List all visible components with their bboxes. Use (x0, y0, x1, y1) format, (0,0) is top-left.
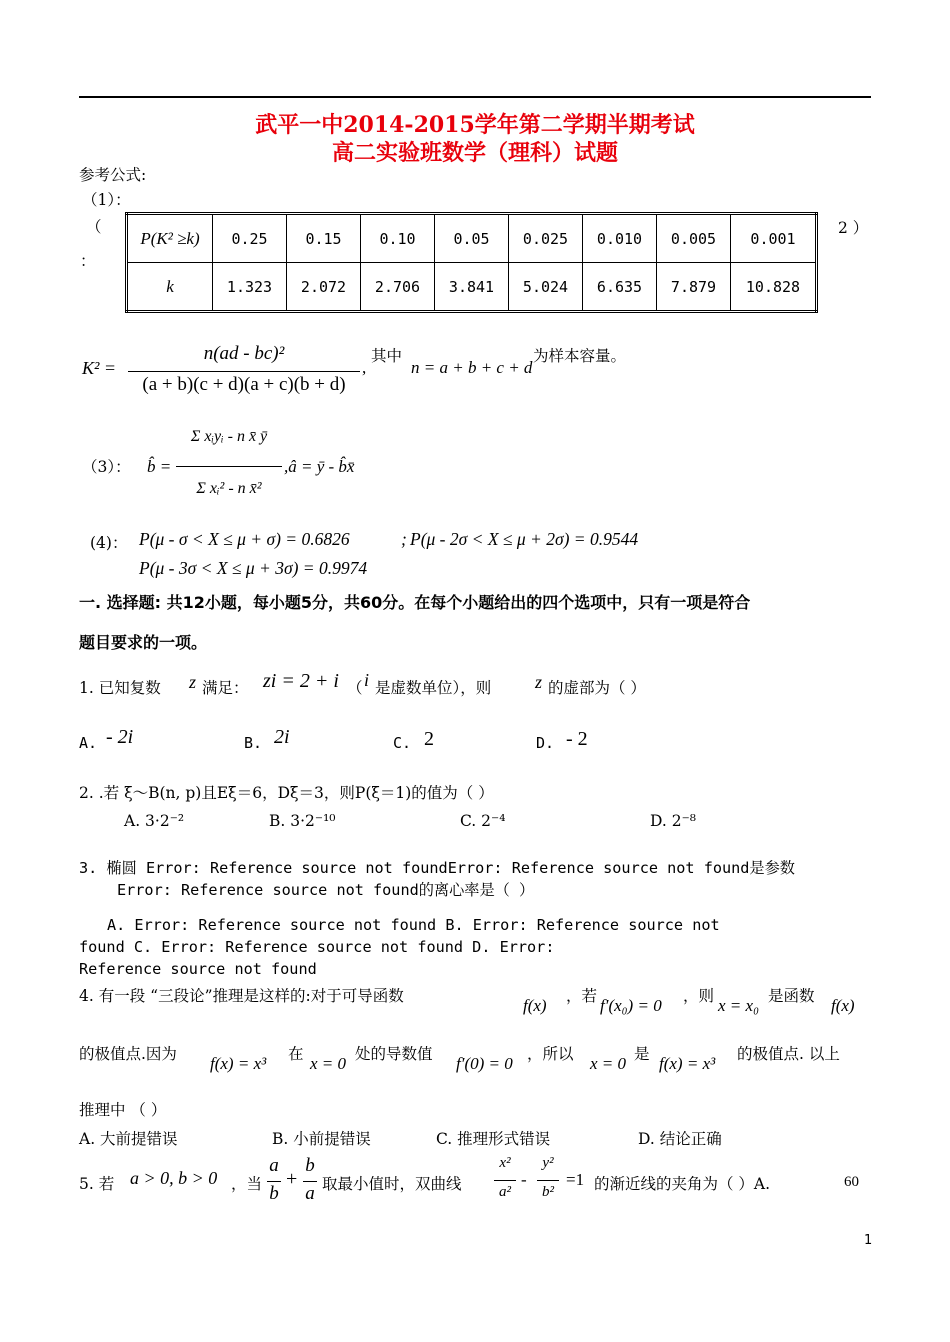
q1-equation: zi = 2 + i (263, 670, 339, 692)
formula-item-4: (4)： (90, 534, 128, 552)
q4-line-3: 推理中 （ ） (79, 1101, 167, 1119)
q5-frac2-den: a (305, 1183, 315, 1204)
q1-z: z (189, 672, 197, 692)
q4-x-eq-0: x = 0 (310, 1054, 347, 1073)
critical-value-table (125, 212, 818, 313)
k2-numerator: n(ad - bc)² (203, 343, 285, 364)
b-hat-lhs: b̂ = (147, 457, 172, 476)
q4-line2-c: 处的导数值 (355, 1045, 433, 1063)
b-hat-fraction-bar (176, 466, 282, 467)
formula-label: 参考公式: (79, 166, 147, 184)
k2-where: 其中 (371, 347, 403, 365)
q1-option-b-label: B. (244, 734, 263, 752)
q4-fprime-x0: f′(x₀) = 0 (600, 996, 662, 1015)
top-rule (79, 96, 871, 98)
q3-line-5: Reference source not found (79, 960, 317, 978)
q4-option-d: D. 结论正确 (638, 1130, 722, 1148)
q4-line1-a: 4. 有一段 “三段论”推理是这样的:对于可导函数 (79, 987, 404, 1005)
q3-line-3: A. Error: Reference source not found B. Error: Reference source not (107, 916, 720, 934)
q5-plus: + (286, 1168, 298, 1190)
q4-line2-a: 的极值点.因为 (79, 1045, 177, 1063)
q5-frac1-den: b (269, 1183, 279, 1204)
q5-hyp-den1: a² (499, 1184, 511, 1200)
q4-x-eq-x0: x = x₀ (718, 996, 759, 1015)
q3-line-2: Error: Reference source not found的离心率是（ ） (117, 881, 535, 899)
title-line-2: 高二实验班数学（理科）试题 (331, 140, 618, 166)
q5-stem-a: 5. 若 (79, 1175, 115, 1193)
q4-fx: f(x) (523, 996, 547, 1015)
a-hat: ,â = ȳ - b̂x̄ (284, 457, 355, 476)
k2-n-def: n = a + b + c + d (411, 358, 533, 377)
q5-stem-c: 取最小值时，双曲线 (322, 1175, 462, 1193)
table-cell: 0.001 (731, 214, 817, 263)
q2-option-d: D. 2⁻⁸ (650, 812, 696, 830)
table-row-p (127, 214, 817, 263)
b-hat-numerator: Σ xᵢyᵢ - n x̄ ȳ (190, 428, 268, 445)
q5-hyp-bar1 (494, 1180, 516, 1181)
formula-item-1: （1）： (82, 191, 131, 209)
q1-stem-c: （ (347, 679, 363, 697)
q4-fx-2: f(x) (831, 996, 855, 1015)
q4-line1-d: 是函数 (768, 987, 815, 1005)
q4-option-b: B. 小前提错误 (272, 1130, 371, 1148)
table-row-k (127, 263, 817, 312)
normal-2: P(μ - 2σ < X ≤ μ + 2σ) = 0.9544 (410, 529, 639, 549)
section-heading-line-1: 一. 选择题: 共12小题，每小题5分，共60分。在每个小题给出的四个选项中，只有一项是符合 (79, 593, 751, 612)
q4-fx-cubed-b: f(x) = x³ (659, 1054, 716, 1073)
formula-item-2-colon: ： (80, 252, 96, 270)
q1-option-b: 2i (274, 726, 290, 748)
table-cell: 5.024 (509, 263, 583, 312)
q5-stem-b: ，当 (231, 1175, 263, 1193)
table-header-p: P(K² ≥k) (127, 214, 213, 263)
k2-denominator: (a + b)(c + d)(a + c)(b + d) (142, 374, 346, 395)
q2-stem: 2. .若 ξ～B(n, p)且Eξ＝6，Dξ＝3，则P(ξ＝1)的值为（ ） (79, 784, 494, 802)
q4-line2-b: 在 (288, 1045, 304, 1063)
table-cell: 0.25 (213, 214, 287, 263)
table-cell: 0.025 (509, 214, 583, 263)
q1-option-a: - 2i (106, 726, 134, 748)
k2-comma: , (362, 358, 367, 377)
q1-option-d-label: D. (536, 734, 555, 752)
q5-stem-d: 的渐近线的夹角为（ ）A. (594, 1175, 771, 1193)
q4-line1-b: ，若 (566, 987, 598, 1005)
q5-hyp-bar2 (537, 1180, 559, 1181)
formula-item-2-open: （ (86, 218, 102, 236)
k2-fraction-bar (128, 371, 360, 372)
table-cell: 0.005 (657, 214, 731, 263)
q5-eq-one: =1 (566, 1170, 585, 1189)
q4-line1-c: ，则 (683, 987, 715, 1005)
q3-line-4: found C. Error: Reference source not found D. Error: (79, 938, 555, 956)
q1-stem-a: 1. 已知复数 (79, 679, 161, 697)
q5-frac2-bar (303, 1181, 317, 1182)
title-line-1: 武平一中2014-2015学年第二学期半期考试 (255, 112, 695, 138)
b-hat-denominator: Σ xᵢ² - n x̄² (196, 480, 262, 497)
table-cell: 2.706 (361, 263, 435, 312)
q1-option-c: 2 (424, 728, 434, 750)
k2-note: 为样本容量。 (533, 347, 627, 365)
table-cell: 1.323 (213, 263, 287, 312)
q1-option-d: - 2 (566, 728, 588, 750)
k2-lhs: K² = (82, 358, 117, 378)
table-cell: 0.05 (435, 214, 509, 263)
q5-frac2-num: b (305, 1155, 315, 1176)
q3-line-1: 3. 椭圆 Error: Reference source not foundError: Reference source not found是参数 (79, 859, 795, 877)
table-cell: 0.15 (287, 214, 361, 263)
q4-fx-cubed: f(x) = x³ (210, 1054, 267, 1073)
normal-separator: ; (401, 529, 407, 549)
q4-line2-e: 是 (634, 1045, 650, 1063)
q4-line2-f: 的极值点. 以上 (737, 1045, 840, 1063)
q2-option-c: C. 2⁻⁴ (460, 812, 506, 830)
table-cell: 0.010 (583, 214, 657, 263)
q5-frac1-bar (267, 1181, 281, 1182)
page-number: 1 (864, 1233, 873, 1248)
q1-stem-b: 满足： (202, 679, 249, 697)
table-cell: 10.828 (731, 263, 817, 312)
table-cell: 7.879 (657, 263, 731, 312)
q1-i: i (364, 670, 370, 690)
q4-option-a: A. 大前提错误 (79, 1130, 178, 1148)
table-cell: 0.10 (361, 214, 435, 263)
q1-option-c-label: C. (393, 734, 412, 752)
table-header-k: k (127, 263, 213, 312)
section-heading-line-2: 题目要求的一项。 (79, 633, 208, 652)
q4-x-eq-0-b: x = 0 (590, 1054, 627, 1073)
q2-option-a: A. 3·2⁻² (124, 812, 185, 830)
normal-3: P(μ - 3σ < X ≤ μ + 3σ) = 0.9974 (139, 558, 368, 578)
table-cell: 3.841 (435, 263, 509, 312)
q4-line2-d: ，所以 (527, 1045, 574, 1063)
q5-hyp-num2: y² (542, 1155, 554, 1171)
q5-condition: a > 0, b > 0 (130, 1168, 218, 1188)
q5-hyp-den2: b² (542, 1184, 554, 1200)
q1-stem-d: 是虚数单位），则 (375, 679, 492, 697)
q1-z2: z (535, 672, 543, 692)
normal-1: P(μ - σ < X ≤ μ + σ) = 0.6826 (139, 529, 350, 549)
q4-fprime-0: f′(0) = 0 (456, 1054, 513, 1073)
q1-stem-e: 的虚部为（ ） (548, 679, 646, 697)
table-cell: 2.072 (287, 263, 361, 312)
q5-answer-a: 60 (844, 1174, 859, 1190)
q1-option-a-label: A. (79, 734, 98, 752)
formula-item-3: （3）： (82, 458, 131, 476)
formula-item-2-right: 2 ） (838, 219, 869, 237)
table-cell: 6.635 (583, 263, 657, 312)
q2-option-b: B. 3·2⁻¹⁰ (269, 812, 336, 830)
q5-minus: - (521, 1170, 527, 1189)
q5-frac1-num: a (269, 1155, 279, 1176)
q4-option-c: C. 推理形式错误 (436, 1130, 551, 1148)
q5-hyp-num1: x² (499, 1155, 511, 1171)
